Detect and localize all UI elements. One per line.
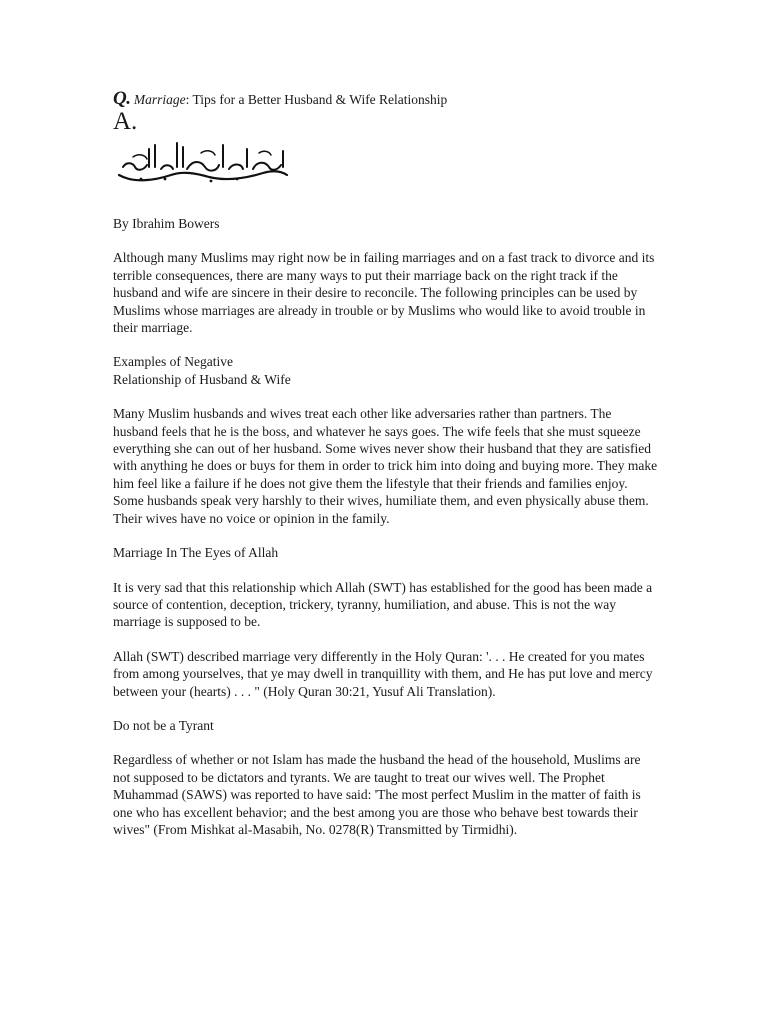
paragraph-quran-quote: Allah (SWT) described marriage very differently in the Holy Quran: '. . . He created for you mates from among yourselves, that ye may dwell in tranquillity with them, and He has put love and mercy between your (hearts) . . . " (Holy Quran 30:21, Yusuf Ali Translation).	[113, 648, 653, 699]
question-title: : Tips for a Better Husband & Wife Relationship	[185, 92, 448, 107]
author-byline: By Ibrahim Bowers	[113, 216, 220, 231]
heading-examples-line-2: Relationship of Husband & Wife	[113, 371, 291, 387]
basmala-calligraphy-image	[113, 137, 293, 185]
question-marker: Q.	[113, 88, 131, 109]
paragraph-intro: Although many Muslims may right now be in failing marriages and on a fast track to divorce and its terrible consequences, there are many ways to put their marriage back on the right track if the husband and wife are sincere in their desire to reconcile. The following principles can be used by Muslims whose marriages are already in trouble or by Muslims who would like to avoid trouble in their marriage.	[113, 250, 655, 336]
paragraph-adversaries: Many Muslim husbands and wives treat each other like adversaries rather than partners. The husband feels that he is the boss, and whatever he says goes. The wife feels that she must squeeze everything she can out of her husband. Some wives never show their husband that they are satisfied with anything he does or buys for them in order to trick him into doing and buying more. They make him feel like a failure if he does not give them the lifestyle that their friends and families enjoy. Some husbands speak very harshly to their wives, humiliate them, and even physically abuse them. Their wives have no voice or opinion in the family.	[113, 406, 658, 526]
heading-eyes-of-allah: Marriage In The Eyes of Allah	[113, 545, 279, 561]
question-topic: Marriage	[133, 92, 186, 107]
heading-examples-line-1: Examples of Negative	[113, 354, 233, 370]
heading-tyrant: Do not be a Tyrant	[113, 717, 214, 733]
document-page	[113, 90, 658, 855]
answer-marker: A.	[113, 108, 138, 135]
paragraph-tyrant: Regardless of whether or not Islam has made the husband the head of the household, Muslims are not supposed to be dictators and tyrants. We are taught to treat our wives well. The Prophet Muhammad (SAWS) was reported to have said: 'The most perfect Muslim in the matter of faith is one who has excellent behavior; and the best among you are those who behave best towards their wives" (From Mishkat al-Masabih, No. 0278(R) Transmitted by Tirmidhi).	[113, 752, 641, 837]
question-line	[113, 90, 658, 109]
article-body	[113, 215, 658, 838]
paragraph-sad-relationship: It is very sad that this relationship which Allah (SWT) has established for the good has been made a source of contention, deception, trickery, tyranny, humiliation, and abuse. This is not the way marriage is supposed to be.	[113, 579, 653, 630]
